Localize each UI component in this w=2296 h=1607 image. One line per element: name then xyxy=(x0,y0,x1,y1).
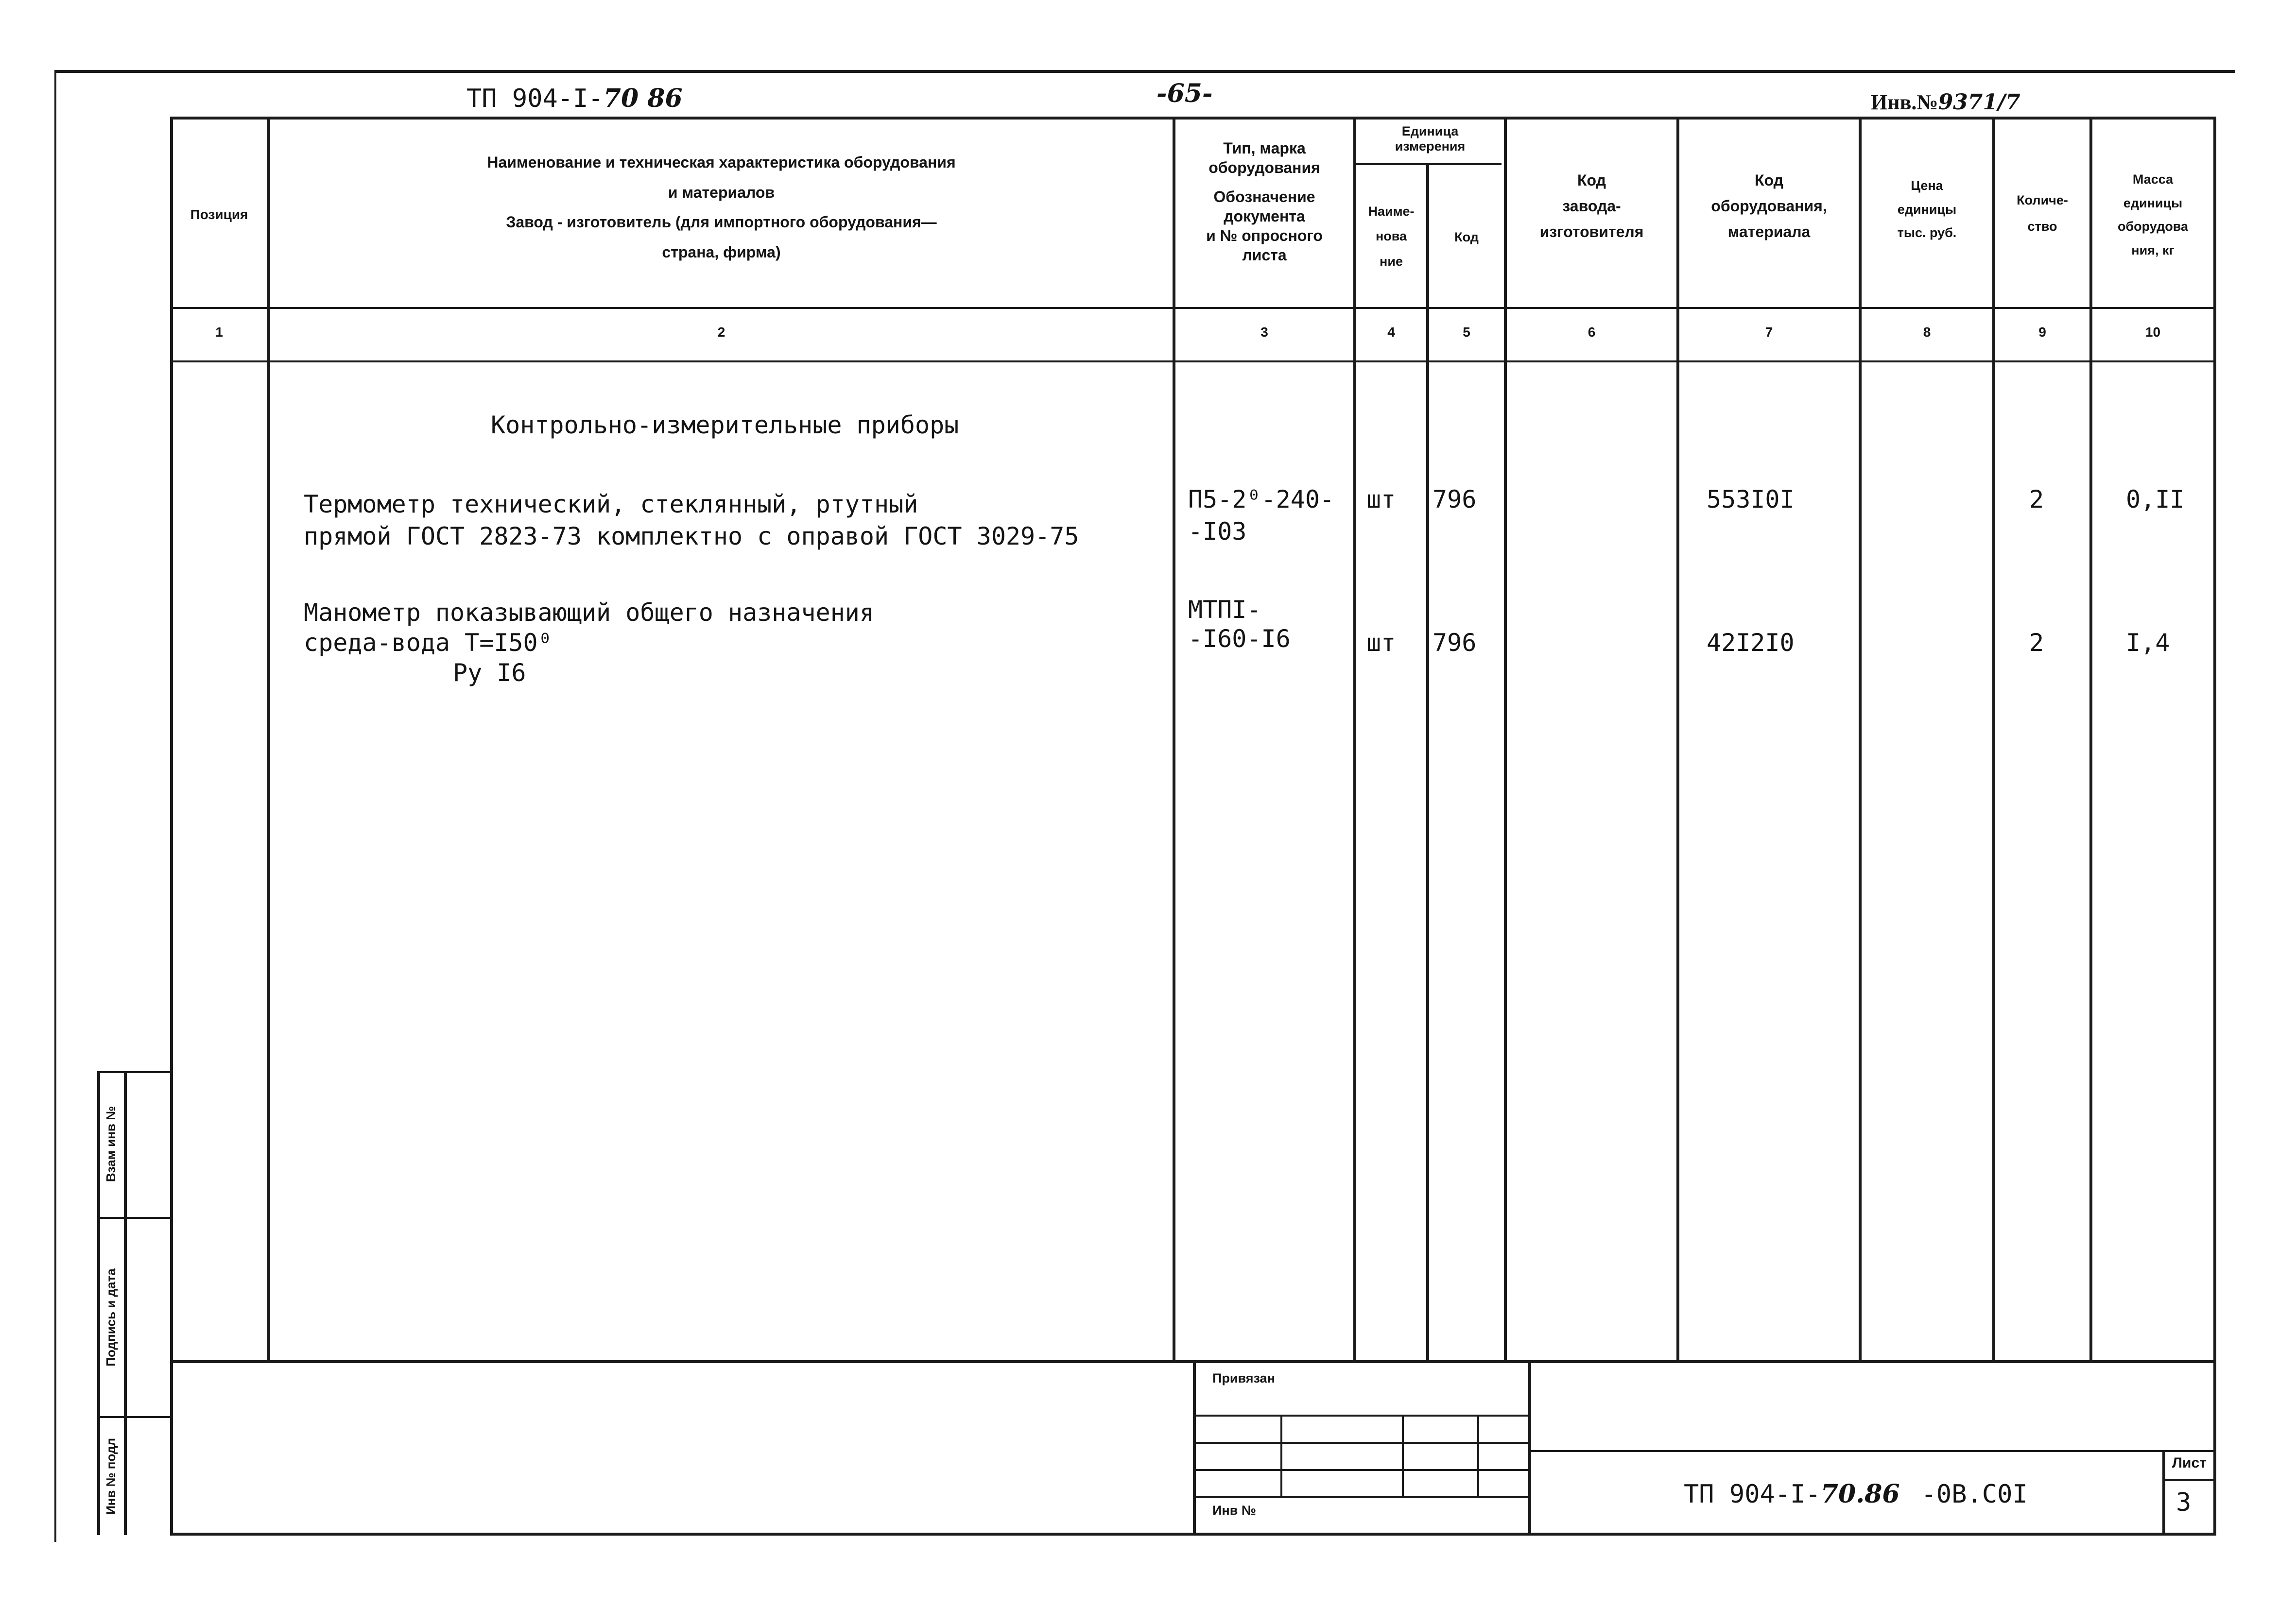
header-unit-name-line: ние xyxy=(1380,254,1403,269)
footer-doc-code xyxy=(1684,1478,2028,1510)
col-number-1: 1 xyxy=(215,325,223,340)
stamp-col-2 xyxy=(1402,1415,1404,1496)
item-type xyxy=(1188,594,1291,655)
section-title: Контрольно-измерительные приборы xyxy=(491,411,959,439)
top-inv xyxy=(1871,86,2020,119)
footer-inv-no: Инв № xyxy=(1212,1503,1256,1518)
footer-split-left xyxy=(1193,1360,1196,1535)
header-price-line: тыс. руб. xyxy=(1897,225,1957,240)
header-quantity-line: ство xyxy=(2027,219,2057,234)
header-factory-code-line: Код xyxy=(1577,171,1606,189)
header-equipment-code-line: оборудования, xyxy=(1711,197,1827,215)
header-mass-line: единицы xyxy=(2123,195,2183,210)
header-unit-group xyxy=(1356,124,1504,154)
colnum-bottom xyxy=(170,360,2216,362)
col-number-3: 3 xyxy=(1260,325,1268,340)
item-quantity: 2 xyxy=(2029,629,2044,657)
header-name xyxy=(270,151,1173,264)
footer-sheet-number: 3 xyxy=(2176,1488,2192,1517)
title-block-divider xyxy=(1528,1450,2216,1452)
item-type-line: -I60-I6 xyxy=(1188,625,1291,653)
header-position xyxy=(171,204,267,225)
side-strip-left xyxy=(97,1071,100,1535)
frame-top xyxy=(56,70,2235,73)
header-type-line: документа xyxy=(1224,207,1305,225)
stamp-col-3 xyxy=(1477,1415,1479,1496)
header-unit-name-line: нова xyxy=(1375,229,1407,244)
item-name xyxy=(304,597,874,689)
col-line-9 xyxy=(2089,117,2092,1363)
footer-doc-suffix: -0В.С0I xyxy=(1921,1480,2028,1509)
header-unit-group-line: измерения xyxy=(1395,139,1466,154)
top-doc-code xyxy=(466,83,683,115)
header-unit-name-line: Наиме- xyxy=(1368,204,1415,219)
header-type-line: листа xyxy=(1242,246,1287,264)
stamp-col-1 xyxy=(1280,1415,1282,1496)
col-line-1 xyxy=(267,117,270,1363)
header-mass-line: ния, кг xyxy=(2131,242,2175,257)
top-doc-code-hand: 70 86 xyxy=(603,84,683,113)
item-type xyxy=(1188,483,1334,547)
header-quantity xyxy=(1995,187,2089,239)
header-mass-line: Масса xyxy=(2132,172,2174,187)
header-unit-code-label: Код xyxy=(1454,230,1479,244)
side-strip-div1 xyxy=(97,1217,170,1219)
header-type-line: Обозначение xyxy=(1213,188,1315,205)
item-unit-code: 796 xyxy=(1433,629,1477,657)
header-name-line: Завод - изготовитель (для импортного оборудования— xyxy=(506,213,937,231)
frame-right xyxy=(2213,117,2216,1535)
sheet-box-mid xyxy=(2162,1479,2216,1481)
item-name xyxy=(304,488,1079,552)
top-inv-hand: 9371/7 xyxy=(1938,90,2020,115)
item-type-line: П5-2⁰-240- xyxy=(1188,485,1335,513)
footer-doc-code-printed: ТП 904-I- xyxy=(1684,1480,1821,1509)
header-type-line: оборудования xyxy=(1208,159,1320,176)
item-quantity: 2 xyxy=(2029,485,2044,513)
col-number-8: 8 xyxy=(1923,325,1931,340)
header-mass-line: оборудова xyxy=(2117,219,2189,234)
side-stamp-replacement: Взам инв № xyxy=(104,1106,118,1182)
col-line-3 xyxy=(1353,117,1356,1363)
item-mass: I,4 xyxy=(2126,629,2170,657)
header-price xyxy=(1862,174,1992,245)
header-factory-code-line: изготовителя xyxy=(1539,222,1644,240)
header-name-line: и материалов xyxy=(668,183,775,201)
footer-split-right xyxy=(1528,1360,1531,1535)
side-strip-mid xyxy=(124,1071,127,1535)
col-line-6 xyxy=(1676,117,1679,1363)
item-name-line: прямой ГОСТ 2823-73 комплектно с оправой ГОСТ 3029-75 xyxy=(304,522,1079,550)
stamp-row-4 xyxy=(1193,1496,1528,1498)
footer-sheet-label: Лист xyxy=(2172,1455,2207,1471)
col-line-4 xyxy=(1426,165,1429,1363)
col-number-5: 5 xyxy=(1463,325,1470,340)
item-unit: шт xyxy=(1366,485,1396,513)
sheet-box-left xyxy=(2162,1450,2165,1535)
col-number-2: 2 xyxy=(717,325,725,340)
item-name-line: Ру I6 xyxy=(453,659,526,687)
col-line-5 xyxy=(1504,117,1507,1363)
side-stamp-original-inv: Инв № подл xyxy=(104,1437,118,1515)
header-bottom xyxy=(170,307,2216,309)
item-name-line: среда-вода Т=I50⁰ xyxy=(304,629,552,657)
footer-privyazan: Привязан xyxy=(1212,1371,1275,1385)
header-price-line: единицы xyxy=(1897,202,1957,217)
frame-left-outer xyxy=(54,70,56,1542)
header-equipment-code xyxy=(1679,168,1859,244)
col-number-7: 7 xyxy=(1765,325,1773,340)
item-name-line: Термометр технический, стеклянный, ртутный xyxy=(304,490,918,518)
footer-doc-code-hand: 70.86 xyxy=(1820,1479,1900,1509)
page-number: -65- xyxy=(1157,79,1213,108)
item-type-line: -I03 xyxy=(1188,517,1247,546)
item-unit-code: 796 xyxy=(1433,485,1477,513)
item-name-line: Манометр показывающий общего назначения xyxy=(304,598,874,627)
item-equipment-code: 42I2I0 xyxy=(1707,629,1795,657)
header-price-line: Цена xyxy=(1911,178,1943,193)
header-type-line: и № опросного xyxy=(1206,227,1323,244)
header-type xyxy=(1175,138,1353,265)
header-unit-name xyxy=(1356,199,1426,274)
item-equipment-code: 553I0I xyxy=(1707,485,1795,513)
col-line-7 xyxy=(1859,117,1862,1363)
side-stamp-signature: Подпись и дата xyxy=(104,1268,118,1367)
header-name-line: страна, фирма) xyxy=(662,243,781,261)
header-quantity-line: Количе- xyxy=(2017,193,2068,207)
col-number-6: 6 xyxy=(1588,325,1596,340)
header-equipment-code-line: материала xyxy=(1727,222,1811,240)
header-factory-code xyxy=(1507,168,1676,244)
item-type-line: МТПI- xyxy=(1188,596,1261,624)
header-equipment-code-line: Код xyxy=(1755,171,1783,189)
header-type-line: Тип, марка xyxy=(1223,139,1306,157)
header-position-label: Позиция xyxy=(190,207,248,222)
col-line-8 xyxy=(1992,117,1995,1363)
col-number-4: 4 xyxy=(1387,325,1395,340)
header-unit-code xyxy=(1429,227,1504,247)
item-mass: 0,II xyxy=(2126,485,2185,513)
top-doc-code-printed: ТП 904-I- xyxy=(466,84,604,113)
header-name-line: Наименование и техническая характеристика оборудования xyxy=(487,154,956,171)
header-mass xyxy=(2092,168,2213,262)
header-unit-group-line: Единица xyxy=(1401,124,1459,138)
top-inv-label: Инв.№ xyxy=(1871,90,1938,114)
col-line-2 xyxy=(1173,117,1175,1363)
col-number-10: 10 xyxy=(2145,325,2161,340)
header-factory-code-line: завода- xyxy=(1562,197,1621,215)
item-unit: шт xyxy=(1366,629,1396,657)
col-number-9: 9 xyxy=(2038,325,2046,340)
